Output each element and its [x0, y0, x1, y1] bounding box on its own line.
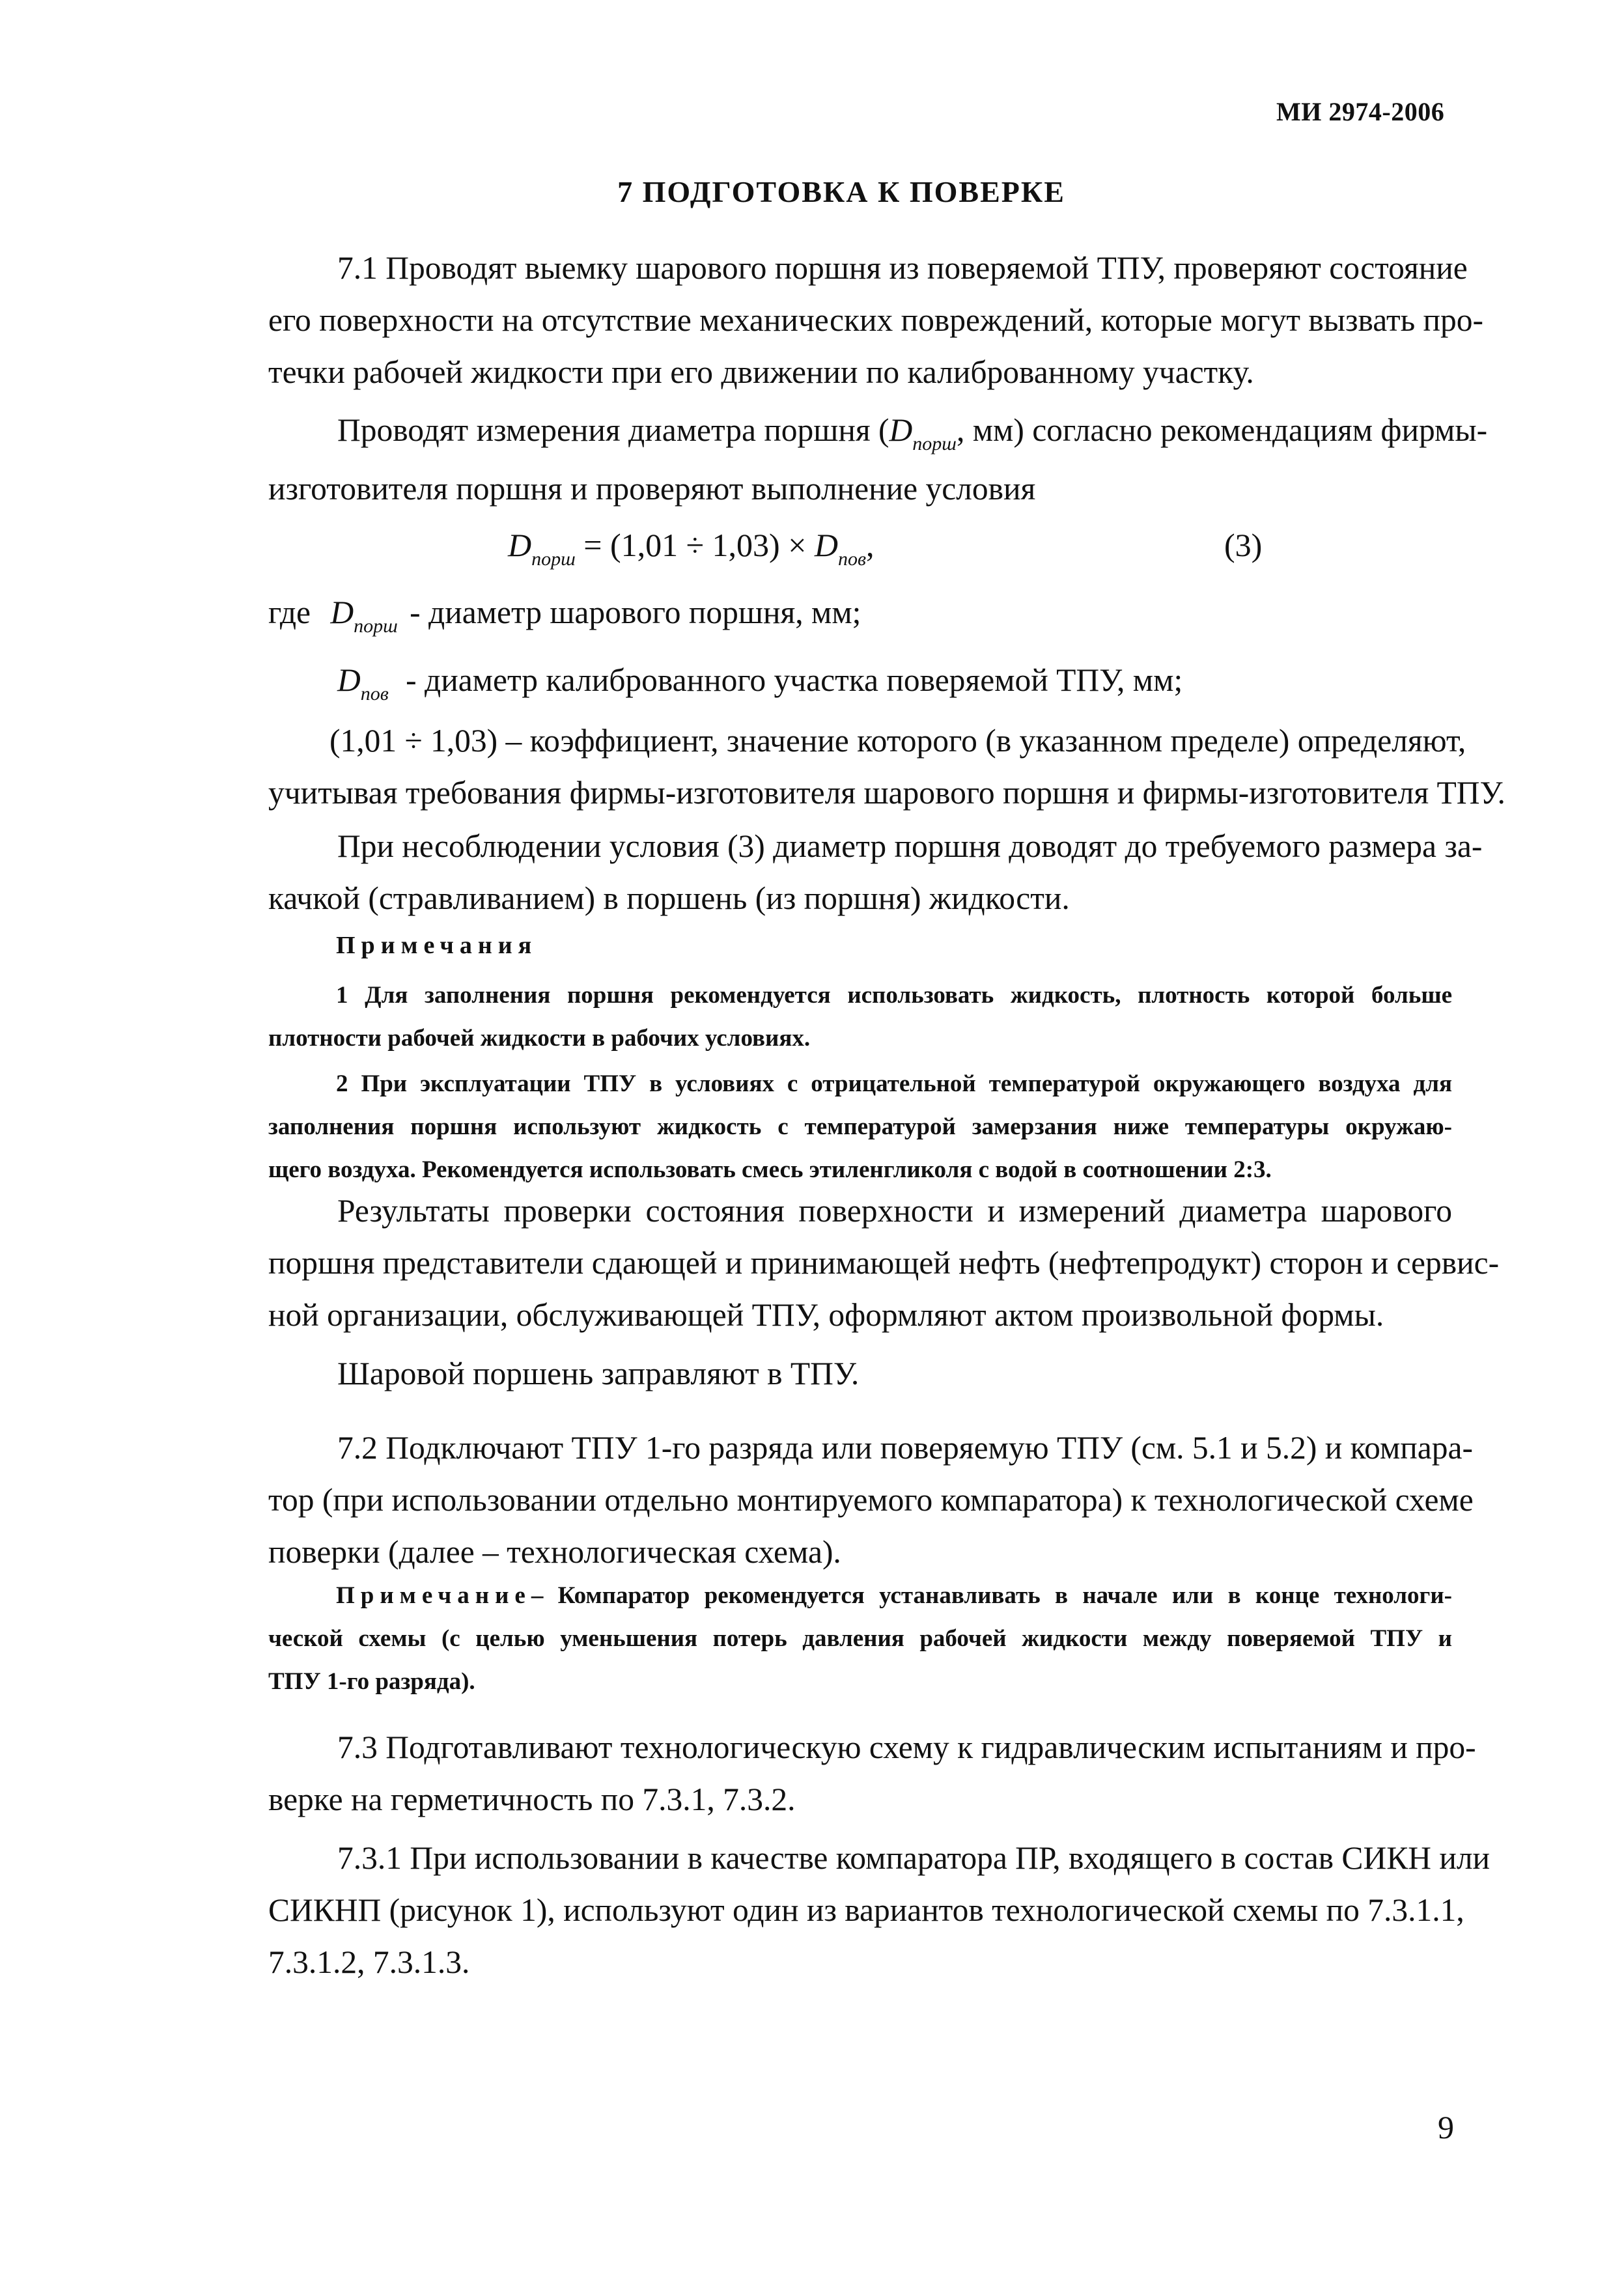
note-line: щего воздуха. Рекомендуется использовать смесь этиленгликоля с водой в соотношении 2:3. [268, 1156, 1272, 1183]
paragraph-line: верке на герметичность по 7.3.1, 7.3.2. [268, 1781, 796, 1818]
paragraph-results [268, 1185, 1500, 1342]
formula-middle: = (1,01 ÷ 1,03) × [575, 527, 815, 563]
formula-rhs-symbol: D [814, 527, 839, 563]
where-word: где [268, 594, 311, 630]
where-line-2 [337, 662, 1183, 705]
paragraph-line: 7.3 Подготавливают технологическую схему к гидравлическим испытаниям и про- [337, 1729, 1476, 1765]
paragraph-line: Результаты проверки состояния поверхности и измерений диаметра шарового [337, 1193, 1452, 1229]
paragraph-line: ной организации, обслуживающей ТПУ, оформляют актом произвольной формы. [268, 1297, 1384, 1334]
formula-rhs-subscript: пов [838, 548, 867, 570]
where-subscript: пов [360, 683, 389, 705]
paragraph-measurement [268, 402, 1488, 516]
note-text: – Компаратор рекомендуется устанавливать в начале или в конце технологи- [531, 1582, 1452, 1609]
paragraph-line: его поверхности на отсутствие механических повреждений, которые могут вызвать про- [268, 302, 1484, 339]
paragraph-line [268, 402, 1488, 461]
section-title-text: 7 ПОДГОТОВКА К ПОВЕРКЕ [617, 175, 1065, 208]
note-2 [268, 1063, 1452, 1192]
note-line: 2 При эксплуатации ТПУ в условиях с отрицательной температурой окружающего воздуха для [336, 1070, 1452, 1097]
paragraph-line: 7.2 Подключают ТПУ 1-го разряда или поверяемую ТПУ (см. 5.1 и 5.2) и компара- [337, 1430, 1473, 1466]
note-line: 1 Для заполнения поршня рекомендуется использовать жидкость, плотность которой больше [336, 982, 1452, 1009]
symbol-d: D [889, 412, 913, 448]
paragraph-line: 7.3.1.2, 7.3.1.3. [268, 1944, 470, 1981]
paragraph-noncompliance [268, 820, 1483, 925]
note-line: ческой схемы (с целью уменьшения потерь давления рабочей жидкости между поверяемой ТПУ и [268, 1625, 1452, 1652]
paragraph-line: 7.1 Проводят выемку шарового поршня из поверяемой ТПУ, проверяют состояние [337, 250, 1468, 286]
document-code: МИ 2974-2006 [1276, 97, 1445, 126]
paragraph-line: изготовителя поршня и проверяют выполнение условия [268, 470, 1036, 507]
paragraph-7-2 [268, 1422, 1474, 1579]
note-7-2 [268, 1574, 1452, 1703]
paragraph-7-1 [268, 242, 1484, 399]
paragraph-7-3 [268, 1722, 1476, 1826]
where-symbol: D [330, 594, 354, 630]
where-description: - диаметр шарового поршня, мм; [410, 594, 861, 630]
formula-tail: , [866, 527, 875, 563]
formula-lhs-symbol: D [508, 527, 532, 563]
formula-expression [508, 526, 875, 570]
paragraph-line: тор (при использовании отдельно монтируемого компаратора) к технологической схеме [268, 1482, 1474, 1518]
text-fragment: Проводят измерения диаметра поршня ( [337, 412, 889, 448]
paragraph-line: СИКНП (рисунок 1), используют один из вариантов технологической схемы по 7.3.1.1, [268, 1892, 1464, 1929]
note-1 [268, 974, 1452, 1060]
note-label: Примечание [336, 1582, 531, 1609]
page-number: 9 [1438, 2109, 1454, 2145]
formula-number: (3) [1224, 527, 1263, 563]
paragraph-7-3-1 [268, 1832, 1491, 1989]
where-symbol: D [337, 662, 361, 698]
where-description: - диаметр калиброванного участка поверяемой ТПУ, мм; [406, 662, 1183, 698]
formula-lhs-subscript: порш [531, 548, 576, 570]
note-line: заполнения поршня используют жидкость с температурой замерзания ниже температуры окружаю- [268, 1113, 1452, 1140]
where-coefficient [268, 715, 1505, 819]
section-title [0, 175, 1624, 209]
note-line: ТПУ 1-го разряда). [268, 1668, 475, 1695]
note-line: плотности рабочей жидкости в рабочих условиях. [268, 1024, 811, 1052]
notes-heading: Примечания [336, 932, 538, 959]
note-line [268, 1574, 1452, 1617]
where-line-1 [268, 594, 861, 637]
paragraph-line: течки рабочей жидкости при его движении по калиброванному участку. [268, 354, 1254, 391]
paragraph-line: При несоблюдении условия (3) диаметр поршня доводят до требуемого размера за- [337, 828, 1483, 864]
where-subscript: порш [354, 615, 398, 637]
paragraph-piston [268, 1348, 1452, 1400]
paragraph-line: поверки (далее – технологическая схема). [268, 1534, 841, 1571]
text-fragment: , мм) согласно рекомендациям фирмы- [956, 412, 1488, 448]
paragraph-line: учитывая требования фирмы-изготовителя шарового поршня и фирмы-изготовителя ТПУ. [268, 775, 1505, 811]
paragraph-line: 7.3.1 При использовании в качестве компаратора ПР, входящего в состав СИКН или [337, 1840, 1491, 1876]
paragraph-line: качкой (стравливанием) в поршень (из поршня) жидкости. [268, 880, 1070, 917]
paragraph-line: поршня представители сдающей и принимающей нефть (нефтепродукт) сторон и сервис- [268, 1245, 1500, 1281]
symbol-subscript: порш [912, 433, 957, 454]
paragraph-line: Шаровой поршень заправляют в ТПУ. [337, 1356, 860, 1391]
paragraph-line: (1,01 ÷ 1,03) – коэффициент, значение которого (в указанном пределе) определяют, [329, 723, 1466, 759]
